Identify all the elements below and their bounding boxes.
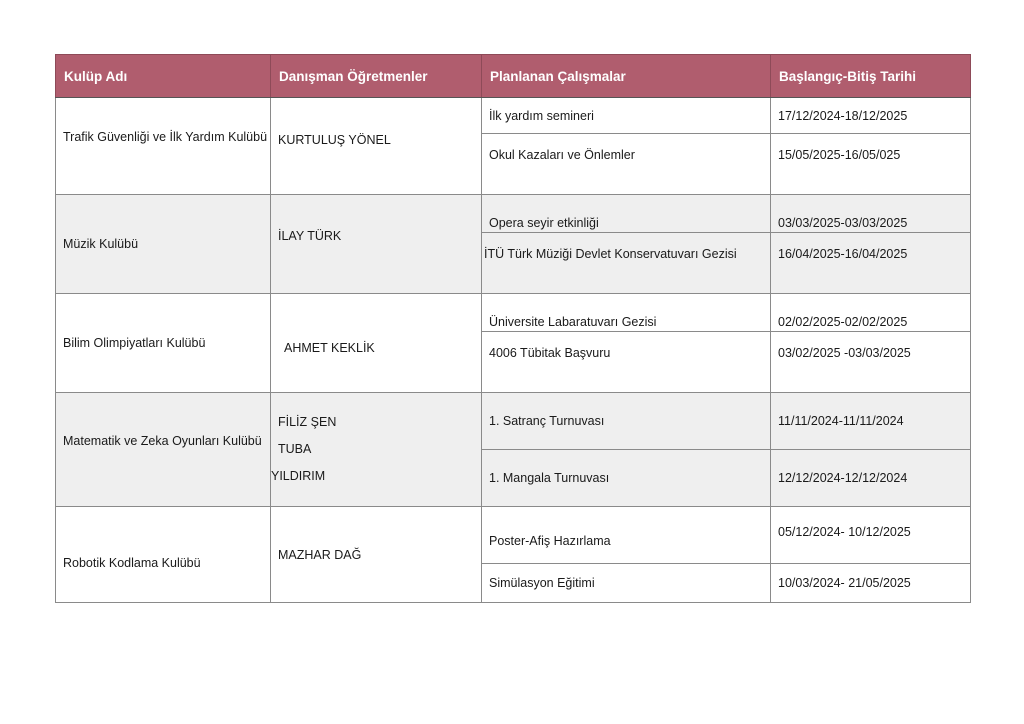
- advisor-cell: [271, 195, 482, 294]
- advisor-name: KURTULUŞ YÖNEL: [278, 133, 391, 147]
- club-name: Müzik Kulübü: [63, 237, 139, 251]
- activity-cell: Üniversite Labaratuvarı Gezisi: [482, 294, 771, 332]
- advisor-cell: [271, 393, 482, 507]
- activity-cell: [482, 507, 771, 564]
- table-row: [56, 195, 971, 233]
- activity-cell: [482, 332, 771, 393]
- advisor-name-line: FİLİZ ŞEN: [278, 415, 337, 429]
- date-range-cell: [771, 233, 971, 294]
- advisor-cell: [271, 294, 482, 393]
- table-row: [56, 98, 971, 134]
- club-plan-table: [55, 54, 971, 603]
- table-row: [56, 393, 971, 450]
- advisor-name: AHMET KEKLİK: [284, 341, 375, 355]
- date-range-cell: 03/03/2025-03/03/2025: [771, 195, 971, 233]
- club-name: Bilim Olimpiyatları Kulübü: [63, 336, 206, 350]
- activity-title: Poster-Afiş Hazırlama: [489, 534, 611, 548]
- activity-cell: İlk yardım semineri: [482, 98, 771, 134]
- header-advisors: Danışman Öğretmenler: [271, 55, 482, 98]
- date-range: 05/12/2024- 10/12/2025: [778, 525, 911, 539]
- advisor-cell: [271, 98, 482, 195]
- club-name-cell: [56, 507, 271, 603]
- activity-title: İTÜ Türk Müziği Devlet Konservatuvarı Gezisi: [484, 247, 737, 261]
- date-range-cell: 10/03/2024- 21/05/2025: [771, 564, 971, 603]
- advisor-name: İLAY TÜRK: [278, 229, 342, 243]
- club-name: Matematik ve Zeka Oyunları Kulübü: [63, 433, 262, 448]
- header-club-name: Kulüp Adı: [56, 55, 271, 98]
- activity-cell: Opera seyir etkinliği: [482, 195, 771, 233]
- advisor-name-line: TUBA: [278, 442, 312, 456]
- activity-cell: [482, 233, 771, 294]
- table-row: [56, 294, 971, 332]
- header-planned-activities: Planlanan Çalışmalar: [482, 55, 771, 98]
- club-plan-table-container: [55, 54, 970, 603]
- advisor-cell: [271, 507, 482, 603]
- club-name: Robotik Kodlama Kulübü: [63, 555, 201, 570]
- date-range-cell: 12/12/2024-12/12/2024: [771, 450, 971, 507]
- activity-title: Okul Kazaları ve Önlemler: [489, 148, 635, 163]
- date-range-cell: [771, 507, 971, 564]
- advisor-name: MAZHAR DAĞ: [278, 547, 362, 562]
- date-range-cell: 11/11/2024-11/11/2024: [771, 393, 971, 450]
- date-range-cell: 17/12/2024-18/12/2025: [771, 98, 971, 134]
- advisor-name-line: YILDIRIM: [271, 469, 326, 483]
- date-range-cell: [771, 134, 971, 195]
- date-range: 15/05/2025-16/05/025: [778, 148, 901, 163]
- header-date-range: Başlangıç-Bitiş Tarihi: [771, 55, 971, 98]
- date-range-cell: [771, 332, 971, 393]
- activity-cell: 1. Satranç Turnuvası: [482, 393, 771, 450]
- activity-title: 4006 Tübitak Başvuru: [489, 346, 611, 360]
- table-header-row: [56, 55, 971, 98]
- club-name-cell: [56, 195, 271, 294]
- activity-cell: Simülasyon Eğitimi: [482, 564, 771, 603]
- date-range-cell: 02/02/2025-02/02/2025: [771, 294, 971, 332]
- activity-cell: 1. Mangala Turnuvası: [482, 450, 771, 507]
- activity-cell: [482, 134, 771, 195]
- date-range: 03/02/2025 -03/03/2025: [778, 346, 911, 360]
- club-name: Trafik Güvenliği ve İlk Yardım Kulübü: [63, 130, 268, 144]
- club-name-cell: [56, 294, 271, 393]
- date-range: 16/04/2025-16/04/2025: [778, 247, 908, 261]
- club-name-cell: [56, 98, 271, 195]
- club-name-cell: [56, 393, 271, 507]
- table-row: [56, 507, 971, 564]
